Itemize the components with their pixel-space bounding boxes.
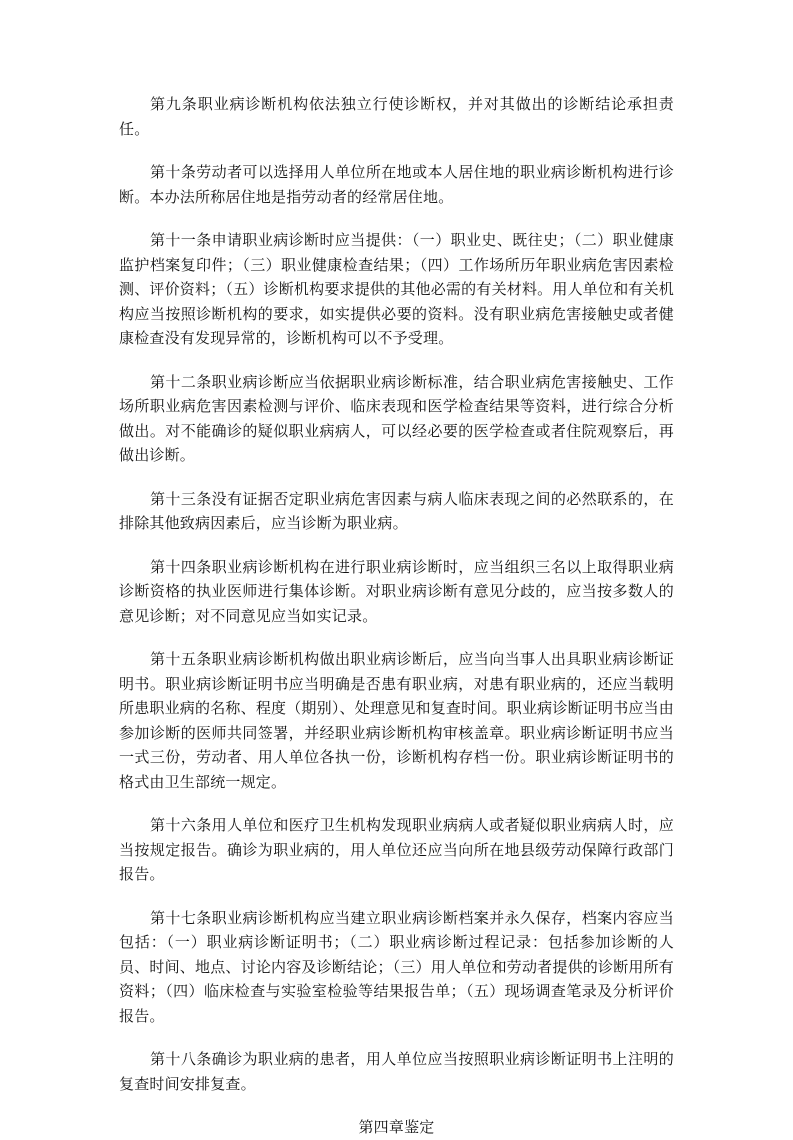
article-13: 第十三条没有证据否定职业病危害因素与病人临床表现之间的必然联系的，在排除其他致病因素后，应当诊断为职业病。 bbox=[119, 489, 674, 532]
article-17: 第十七条职业病诊断机构应当建立职业病诊断档案并永久保存，档案内容应当包括：（一）职业病诊断证明书；（二）职业病诊断过程记录：包括参加诊断的人员、时间、地点、讨论内容及诊断结论；（三）用人单位和劳动者提供的诊断用所有资料；（四）临床检查与实验室检验等结果报告单；（五）现场调查笔录及分析评价报告。 bbox=[119, 908, 674, 1025]
article-12: 第十二条职业病诊断应当依据职业病诊断标准，结合职业病危害接触史、工作场所职业病危害因素检测与评价、临床表现和医学检查结果等资料，进行综合分析做出。对不能确诊的疑似职业病病人，可以经必要的医学检查或者住院观察后，再做出诊断。 bbox=[119, 372, 674, 464]
article-18: 第十八条确诊为职业病的患者，用人单位应当按照职业病诊断证明书上注明的复查时间安排复查。 bbox=[119, 1050, 674, 1093]
document-body bbox=[119, 92, 674, 1140]
article-14: 第十四条职业病诊断机构在进行职业病诊断时，应当组织三名以上取得职业病诊断资格的执业医师进行集体诊断。对职业病诊断有意见分歧的，应当按多数人的意见诊断；对不同意见应当如实记录。 bbox=[119, 557, 674, 625]
article-16: 第十六条用人单位和医疗卫生机构发现职业病病人或者疑似职业病病人时，应当按规定报告。确诊为职业病的，用人单位还应当向所在地县级劳动保障行政部门报告。 bbox=[119, 816, 674, 883]
article-11: 第十一条申请职业病诊断时应当提供：（一）职业史、既往史；（二）职业健康监护档案复印件；（三）职业健康检查结果；（四）工作场所历年职业病危害因素检测、评价资料；（五）诊断机构要求提供的其他必需的有关材料。用人单位和有关机构应当按照诊断机构的要求，如实提供必要的资料。没有职业病危害接触史或者健康检查没有发现异常的，诊断机构可以不予受理。 bbox=[119, 231, 674, 347]
chapter-heading: 第四章鉴定 bbox=[358, 1118, 435, 1136]
article-10: 第十条劳动者可以选择用人单位所在地或本人居住地的职业病诊断机构进行诊断。本办法所称居住地是指劳动者的经常居住地。 bbox=[119, 163, 674, 206]
article-9: 第九条职业病诊断机构依法独立行使诊断权，并对其做出的诊断结论承担责任。 bbox=[119, 95, 674, 138]
article-15: 第十五条职业病诊断机构做出职业病诊断后，应当向当事人出具职业病诊断证明书。职业病诊断证明书应当明确是否患有职业病，对患有职业病的，还应当载明所患职业病的名称、程度（期别）、处理意见和复查时间。职业病诊断证明书应当由参加诊断的医师共同签署，并经职业病诊断机构审核盖章。职业病诊断证明书应当一式三份，劳动者、用人单位各执一份，诊断机构存档一份。职业病诊断证明书的格式由卫生部统一规定。 bbox=[119, 650, 674, 791]
